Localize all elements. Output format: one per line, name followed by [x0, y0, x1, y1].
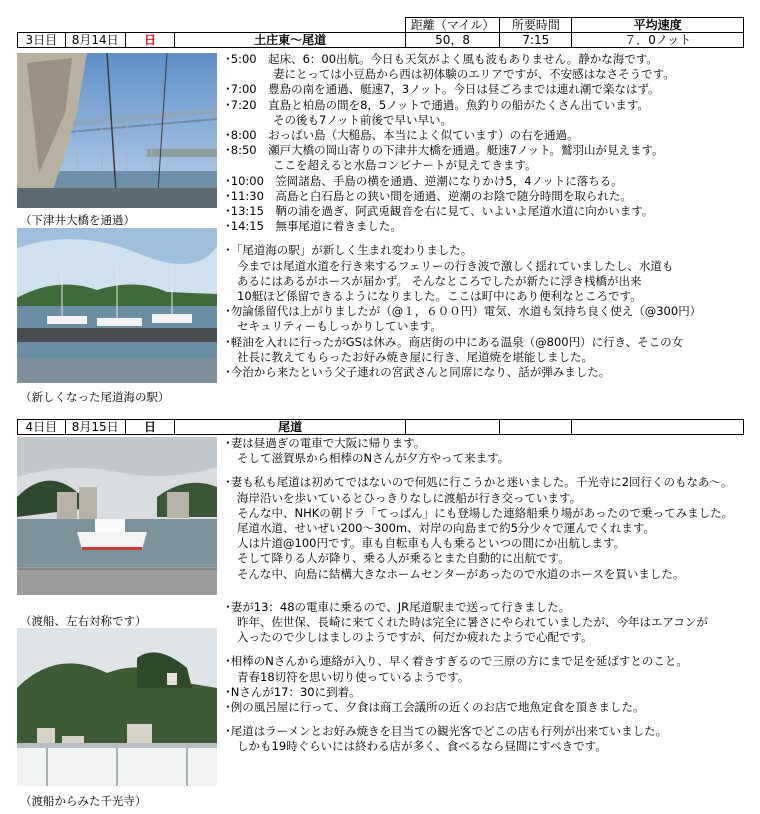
- log-line: 尾道水道、せいぜい200～300m、対岸の向島まで約5分少々で運んでくれます。: [237, 521, 655, 536]
- log-line: そして降りる人が降り、乗る人が乗るとまた自動的に出航です。: [237, 551, 570, 566]
- caption-ferry: （渡船、左右対称です）: [20, 614, 147, 628]
- day4-header-table: [17, 419, 744, 435]
- log-line: そして滋賀県から相棒のNさんが夕方やって来ます。: [237, 451, 510, 466]
- log-line: ･尾道はラーメンとお好み焼きを目当ての観光客でどこの店も行列が出来ていました。: [225, 724, 668, 739]
- log-line: ･8:50 瀬戸大橋の岡山寄りの下津井大橋を通過。艇速7ノット。鷲羽山が見えます。: [225, 143, 664, 158]
- note-line: あるにはあるがホースが届かず。 そんなところでしたが新たに浮き桟橋が出来: [237, 273, 642, 288]
- time-value: 7:15: [500, 33, 572, 48]
- photo-shimotsui-bridge: [17, 53, 217, 208]
- col-time-header: 所要時間: [500, 18, 572, 33]
- photo-ferry: [17, 437, 217, 595]
- note-line: 10艇ほど係留できるようになりました。ここは町中にあり便利なところです。: [237, 289, 642, 304]
- log-line: ･Nさんが17：30に到着。: [225, 684, 361, 699]
- weekday-label: 日: [125, 420, 175, 435]
- note-line: ･「尾道海の駅」が新しく生まれ変わりました。: [225, 243, 473, 258]
- log-line: ･相棒のNさんから連絡が入り、早く着きすぎるので三原の方にまで足を延ばすとのこと。: [225, 654, 688, 669]
- date-label: 8月15日: [65, 420, 125, 435]
- note-line: 今までは尾道水道を行き来するフェリーの行き波で激しく揺れていましたし、水道も: [237, 258, 674, 273]
- col-speed-header: 平均速度: [572, 18, 744, 33]
- log-line: ･10:00 笠岡諸島、手島の横を通過、逆潮になりかけ5，4ノットに落ちる。: [225, 173, 623, 188]
- weekday-label: 日: [125, 33, 175, 48]
- log-line: ･8:00 おっぱい島（大槌島、本当によく似ています）の右を通過。: [225, 128, 579, 143]
- note-line: ･今治から来たという父子連れの宮武さんと同席になり、話が弾みました。: [225, 365, 611, 380]
- note-line: 社長に教えてもらったお好み焼き屋に行き、尾道焼を堪能しました。: [237, 349, 594, 364]
- note-line: ･勿論係留代は上がりましたが（@１，６００円）電気、水道も気持ち良く使え（@300円）: [225, 304, 702, 319]
- day-label: 4日目: [18, 420, 66, 435]
- caption-bridge: （下津井大橋を通過）: [20, 213, 135, 227]
- day4-log: [225, 436, 733, 755]
- log-line: 人は片道@100円です。車も自転車も人も乗るといつの間にか出航します。: [237, 536, 626, 551]
- log-line: ･13:15 鞆の浦を過ぎ、阿武兎観音を右に見て、いよいよ尾道水道に向かいます。: [225, 204, 654, 219]
- photo-senkoji: [17, 628, 217, 786]
- caption-marina: （新しくなった尾道海の駅）: [20, 390, 170, 404]
- date-label: 8月14日: [65, 33, 125, 48]
- log-line: ･妻が13：48の電車に乗るので、JR尾道駅まで送って行きました。: [225, 599, 571, 614]
- log-line: 妻にとっては小豆島から西は初体験のエリアですが、不安感はなさそうです。: [273, 67, 675, 82]
- log-line: ･妻は昼過ぎの電車で大阪に帰ります。: [225, 436, 426, 450]
- speed-value: ７．0ノット: [572, 33, 744, 48]
- log-line: しかも19時ぐらいには終わる店が多く、食べるなら昼間にすべきです。: [237, 739, 607, 754]
- day3-header-table: [17, 17, 744, 48]
- log-line: 昨年、佐世保、長崎に来てくれた時は完全に暑さにやられていましたが、今年はエアコンが: [237, 615, 708, 630]
- log-line: ･14:15 無事尾道に着きました。: [225, 219, 402, 234]
- photo-onomichi-marina: [17, 228, 217, 383]
- log-line: 青春18切符を思い切り使っているようです。: [237, 669, 470, 684]
- log-line: 海岸沿いを歩いているとひっきりなしに渡船が行き交っています。: [237, 490, 582, 505]
- log-line: ･11:30 高島と白石島との狭い間を通過、逆潮のお陰で随分時間を取られた。: [225, 188, 632, 203]
- day3-log: [225, 52, 701, 380]
- day-label: 3日目: [18, 33, 66, 48]
- log-line: その後も7ノット前後で早い早い。: [273, 112, 453, 127]
- log-line: ･5:00 起床、6：00出航。今日も天気がよく風も波もありません。静かな海です。: [225, 52, 658, 66]
- distance-value: 50，8: [405, 33, 499, 48]
- log-line: ･例の風呂屋に行って、夕食は商工会議所の近くのお店で地魚定食を頂きました。: [225, 700, 645, 715]
- note-line: ･軽油を入れに行ったがGSは休み。商店街の中にある温泉（@800円）に行き、そこの女: [225, 334, 684, 349]
- route-label: 尾道: [175, 420, 405, 435]
- log-line: 入ったので少しはましのようですが、何だか疲れたようで心配です。: [237, 630, 593, 645]
- log-line: ･7:20 直島と柏島の間を8，5ノットで通過。魚釣りの船がたくさん出ています。: [225, 97, 649, 112]
- log-line: そんな中、向島に結構大きなホームセンターがあったので水道のホースを買いました。: [237, 566, 685, 581]
- log-line: ･7:00 豊島の南を通過、艇速7，3ノット。今日は昼ごろまでは連れ潮で楽なはず。: [225, 82, 660, 97]
- log-line: ･妻も私も尾道は初めてではないので何処に行こうかと迷いました。千光寺に2回行くのもなあ～。: [225, 475, 733, 490]
- route-label: 土庄東～尾道: [175, 33, 405, 48]
- caption-senkoji: （渡船からみた千光寺）: [20, 794, 147, 808]
- note-line: セキュリティーもしっかりしています。: [237, 319, 442, 334]
- col-distance-header: 距離（マイル）: [405, 18, 499, 33]
- log-line: ここを超えると水島コンビナートが見えてきます。: [273, 158, 537, 173]
- log-line: そんな中、NHKの朝ドラ「てっぱん」にも登場した連絡船乗り場があったので乗ってみました。: [237, 505, 734, 520]
